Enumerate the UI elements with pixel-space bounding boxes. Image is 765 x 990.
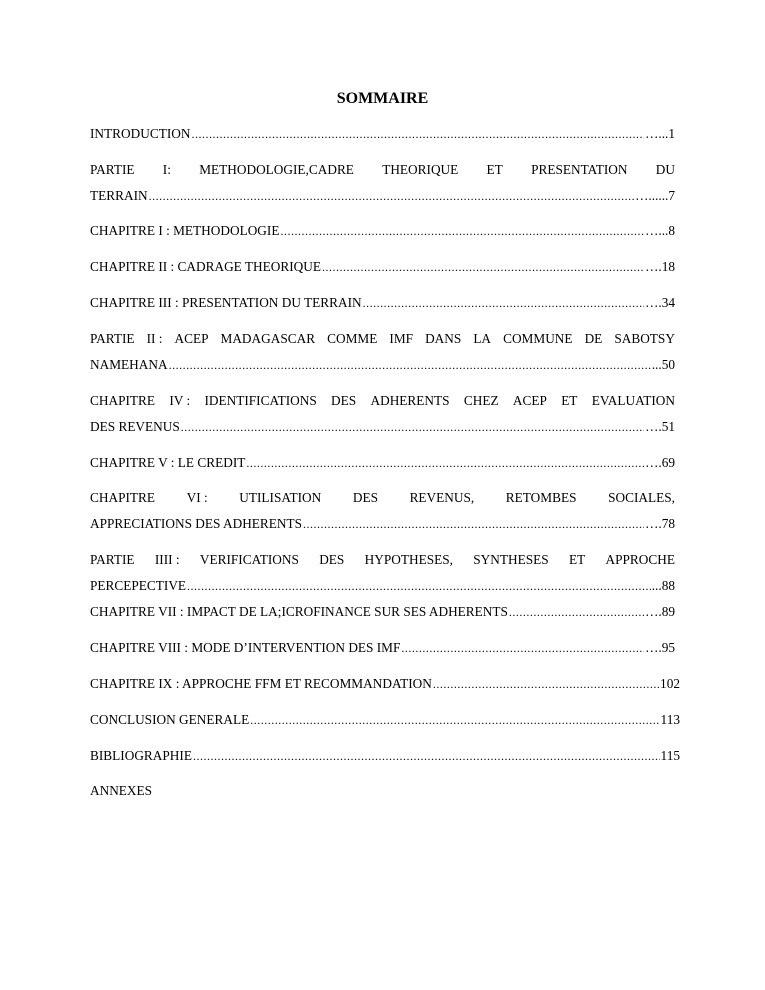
toc-word: HYPOTHESES,: [364, 552, 453, 567]
toc-word: I:: [162, 162, 171, 177]
toc-word: DU: [655, 162, 675, 177]
toc-word: METHODOLOGIE,CADRE: [199, 162, 354, 177]
toc-word: CHEZ: [463, 393, 499, 408]
toc-entry-bibliographie: [90, 747, 680, 765]
toc-word: SYNTHESES: [473, 552, 549, 567]
toc-word: IMF: [389, 331, 414, 346]
toc-entry-label: INTRODUCTION: [90, 126, 191, 141]
toc-word: ACEP: [174, 331, 209, 346]
toc-page-number: 115: [660, 748, 680, 763]
toc-word: PARTIE: [90, 552, 135, 567]
toc-entry-chapitre-3: [90, 294, 675, 312]
toc-word: MADAGASCAR: [220, 331, 316, 346]
toc-entry-label: NAMEHANA: [90, 357, 168, 372]
toc-entry-label: BIBLIOGRAPHIE: [90, 748, 192, 763]
dot-leader: [181, 418, 644, 436]
toc-entry-partie-2-line1: [90, 330, 675, 348]
toc-word: COMMUNE: [503, 331, 573, 346]
toc-word: CHAPITRE: [90, 490, 156, 505]
toc-entry-chapitre-1: [90, 222, 675, 240]
toc-entry-chapitre-6-line1: [90, 489, 675, 507]
toc-page-number: …......7: [635, 188, 675, 203]
toc-page-number: 113: [660, 712, 680, 727]
dot-leader: [187, 577, 651, 595]
toc-entry-partie-2-line2: [90, 356, 675, 374]
dot-leader: [322, 258, 644, 276]
dot-leader: [509, 603, 644, 621]
toc-word: IIII :: [154, 552, 180, 567]
toc-entry-chapitre-2: [90, 258, 675, 276]
toc-word: II :: [146, 331, 163, 346]
toc-word: ET: [561, 393, 578, 408]
dot-leader: [191, 125, 644, 143]
toc-entry-label: CHAPITRE II : CADRAGE THEORIQUE: [90, 259, 321, 274]
toc-entry-conclusion: [90, 711, 680, 729]
toc-page-number: …...8: [645, 223, 675, 238]
toc-entry-label: CONCLUSION GENERALE: [90, 712, 250, 727]
toc-entry-chapitre-7: [90, 603, 675, 621]
toc-word: DANS: [425, 331, 462, 346]
toc-entry-label: TERRAIN: [90, 188, 148, 203]
dot-leader: [401, 639, 644, 657]
toc-entry-chapitre-8: [90, 639, 675, 657]
toc-word: APPROCHE: [605, 552, 675, 567]
toc-word: UTILISATION: [239, 490, 322, 505]
toc-word: EVALUATION: [591, 393, 675, 408]
toc-page-number: ...88: [651, 578, 675, 593]
toc-word: IDENTIFICATIONS: [204, 393, 317, 408]
toc-entry-partie-3-line2: [90, 577, 675, 595]
toc-page-number: 102: [660, 676, 680, 691]
toc-entry-label: CHAPITRE I : METHODOLOGIE: [90, 223, 280, 238]
toc-word: SOCIALES,: [608, 490, 675, 505]
toc-word: COMME: [327, 331, 378, 346]
toc-entry-chapitre-4-line2: [90, 418, 675, 436]
toc-entry-label: CHAPITRE IX : APPROCHE FFM ET RECOMMANDATION: [90, 676, 432, 691]
toc-entry-partie-1-line1: [90, 161, 675, 179]
toc-word: RETOMBES: [505, 490, 577, 505]
toc-word: PARTIE: [90, 162, 135, 177]
dot-leader: [280, 222, 644, 240]
toc-page-number: ….78: [645, 516, 675, 531]
toc-entry-label: APPRECIATIONS DES ADHERENTS: [90, 516, 303, 531]
toc-entry-partie-1-line2: [90, 187, 675, 205]
page-title: SOMMAIRE: [336, 90, 429, 107]
dot-leader: [363, 294, 644, 312]
toc-word: SABOTSY: [614, 331, 675, 346]
toc-word: PARTIE: [90, 331, 135, 346]
toc-page-number: ….69: [645, 455, 675, 470]
toc-word: ET: [568, 552, 586, 567]
toc-entry-label: CHAPITRE VII : IMPACT DE LA;ICROFINANCE SUR SES ADHERENTS: [90, 604, 508, 619]
dot-leader: [193, 747, 660, 765]
toc-page-number: ...50: [651, 357, 675, 372]
toc-entry-annexes: [90, 782, 675, 800]
toc-word: DES: [331, 393, 357, 408]
toc-entry-label: CHAPITRE III : PRESENTATION DU TERRAIN: [90, 295, 362, 310]
toc-word: DES: [319, 552, 345, 567]
toc-word: DE: [584, 331, 603, 346]
toc-entry-introduction: [90, 125, 675, 143]
toc-word: IV :: [169, 393, 191, 408]
dot-leader: [169, 356, 651, 374]
toc-entry-chapitre-9: [90, 675, 680, 693]
toc-page-number: ….95: [645, 640, 675, 655]
toc-page-number: ….18: [645, 259, 675, 274]
dot-leader: [250, 711, 659, 729]
dot-leader: [303, 515, 644, 533]
toc-word: LA: [473, 331, 492, 346]
toc-word: DES: [352, 490, 378, 505]
toc-word: PRESENTATION: [531, 162, 628, 177]
dot-leader: [149, 187, 634, 205]
toc-entry-label: PERCEPECTIVE: [90, 578, 187, 593]
toc-entry-label: DES REVENUS: [90, 419, 180, 434]
dot-leader: [433, 675, 659, 693]
toc-word: ACEP: [512, 393, 547, 408]
toc-entry-chapitre-5: [90, 454, 675, 472]
toc-word: VI :: [186, 490, 208, 505]
toc-page-number: ….34: [645, 295, 675, 310]
toc-entry-partie-3-line1: [90, 551, 675, 569]
toc-word: VERIFICATIONS: [199, 552, 299, 567]
toc-word: CHAPITRE: [90, 393, 156, 408]
toc-page-number: ….51: [645, 419, 675, 434]
toc-entry-label: CHAPITRE V : LE CREDIT: [90, 455, 246, 470]
toc-entry-chapitre-4-line1: [90, 392, 675, 410]
toc-page-number: ….89: [645, 604, 675, 619]
dot-leader: [246, 454, 644, 472]
toc-word: THEORIQUE: [382, 162, 459, 177]
toc-word: ADHERENTS: [370, 393, 450, 408]
toc-entry-label: ANNEXES: [90, 783, 153, 798]
toc-word: ET: [486, 162, 503, 177]
toc-entry-chapitre-6-line2: [90, 515, 675, 533]
toc-page-number: …...1: [645, 126, 675, 141]
toc-word: REVENUS,: [409, 490, 475, 505]
toc-entry-label: CHAPITRE VIII : MODE D’INTERVENTION DES IMF: [90, 640, 401, 655]
